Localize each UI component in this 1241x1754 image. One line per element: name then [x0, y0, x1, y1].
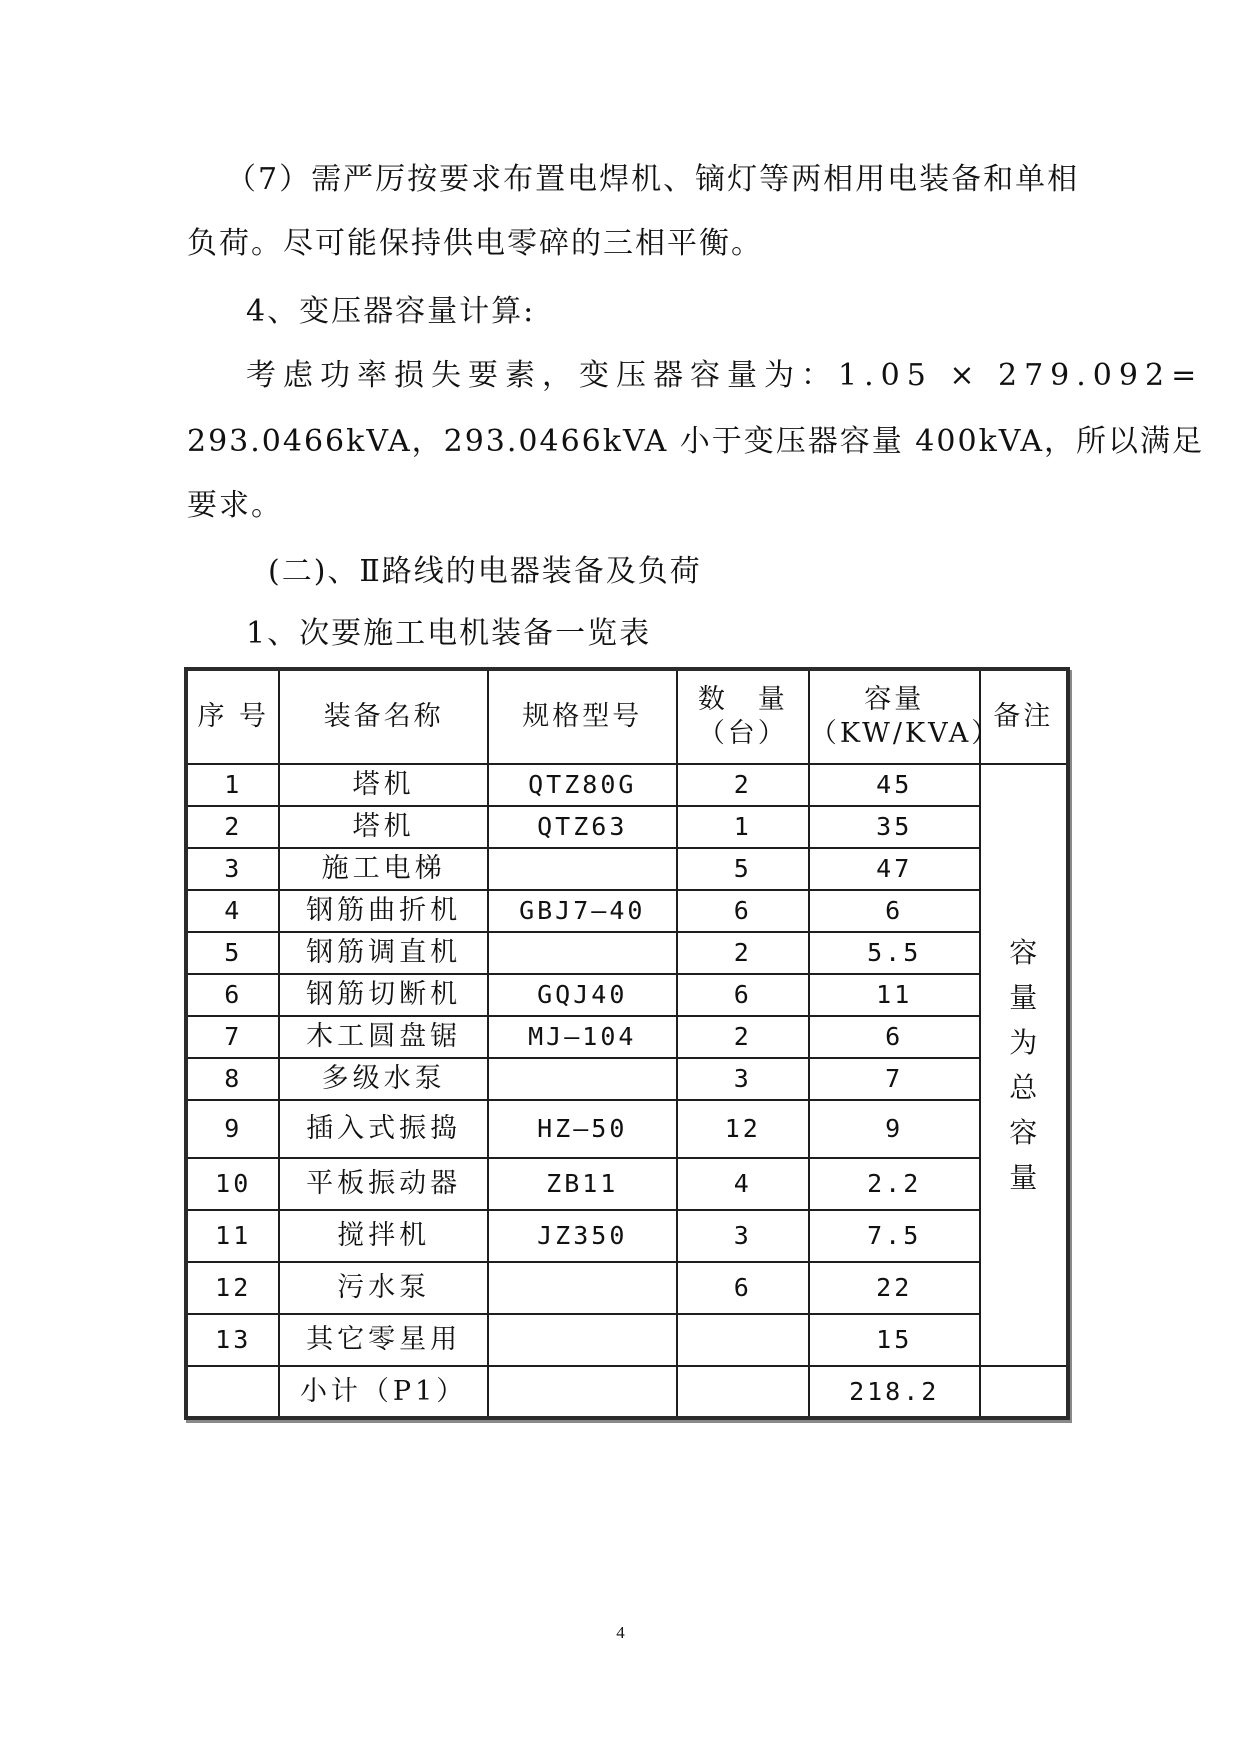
equipment-table: [184, 667, 1070, 1420]
header-seq: 序 号: [186, 669, 279, 764]
table-row: [186, 974, 1068, 1016]
row-name: 插入式振捣: [279, 1100, 487, 1158]
row-capacity: 22: [809, 1262, 980, 1314]
row-capacity: 5.5: [809, 932, 980, 974]
row-qty: 6: [677, 974, 809, 1016]
row-capacity: 47: [809, 848, 980, 890]
row-model: MJ—104: [488, 1016, 677, 1058]
header-remark: 备注: [980, 669, 1068, 764]
row-seq: 3: [186, 848, 279, 890]
header-qty-line-2: （台）: [697, 718, 788, 749]
table-row: [186, 764, 1068, 806]
row-name: 其它零星用: [279, 1314, 487, 1366]
row-model: [488, 848, 677, 890]
table-title: 1、次要施工电机装备一览表: [246, 616, 652, 651]
row-name: 钢筋切断机: [279, 974, 487, 1016]
subtotal-capacity: 218.2: [809, 1366, 980, 1418]
row-qty: 1: [677, 806, 809, 848]
row-model: JZ350: [488, 1210, 677, 1262]
row-qty: 5: [677, 848, 809, 890]
subtotal-model: [488, 1366, 677, 1418]
row-seq: 10: [186, 1158, 279, 1210]
table-row: [186, 1100, 1068, 1158]
calc-line-2: 293.0466kVA，293.0466kVA 小于变压器容量 400kVA，所以满足: [187, 424, 1205, 459]
row-qty: 6: [677, 1262, 809, 1314]
subtotal-row: [186, 1366, 1068, 1418]
row-name: 多级水泵: [279, 1058, 487, 1100]
header-qty-line-1: 数 量: [697, 684, 788, 715]
header-capacity-line-1: 容量: [864, 684, 925, 715]
row-model: QTZ63: [488, 806, 677, 848]
row-model: [488, 1058, 677, 1100]
header-name: 装备名称: [279, 669, 487, 764]
row-seq: 8: [186, 1058, 279, 1100]
header-qty: [677, 669, 809, 764]
subtotal-seq: [186, 1366, 279, 1418]
row-model: GQJ40: [488, 974, 677, 1016]
row-capacity: 2.2: [809, 1158, 980, 1210]
page-number: 4: [616, 1623, 625, 1642]
header-model: 规格型号: [488, 669, 677, 764]
calc-line-3: 要求。: [187, 488, 283, 523]
table-row: [186, 1058, 1068, 1100]
row-qty: 3: [677, 1210, 809, 1262]
table-row: [186, 1016, 1068, 1058]
table-row: [186, 1314, 1068, 1366]
row-name: 污水泵: [279, 1262, 487, 1314]
row-qty: 4: [677, 1158, 809, 1210]
header-capacity-line-2: （KW/KVA）: [809, 718, 1002, 749]
row-capacity: 6: [809, 890, 980, 932]
row-model: [488, 932, 677, 974]
row-capacity: 35: [809, 806, 980, 848]
paragraph-7-line-1: （7）需严厉按要求布置电焊机、镝灯等两相用电装备和单相: [226, 162, 1080, 197]
table-row: [186, 1262, 1068, 1314]
row-model: ZB11: [488, 1158, 677, 1210]
subtotal-qty: [677, 1366, 809, 1418]
row-capacity: 6: [809, 1016, 980, 1058]
row-model: GBJ7—40: [488, 890, 677, 932]
row-capacity: 7: [809, 1058, 980, 1100]
row-name: 木工圆盘锯: [279, 1016, 487, 1058]
table-row: [186, 890, 1068, 932]
row-name: 塔机: [279, 764, 487, 806]
row-qty: 6: [677, 890, 809, 932]
row-qty: 12: [677, 1100, 809, 1158]
header-capacity: [809, 669, 1002, 764]
remark-cell: [980, 764, 1068, 1366]
row-seq: 9: [186, 1100, 279, 1158]
row-capacity: 45: [809, 764, 980, 806]
row-seq: 6: [186, 974, 279, 1016]
remark-text: 容量为总容量: [1009, 936, 1038, 1194]
paragraph-7-line-2: 负荷。尽可能保持供电零碎的三相平衡。: [187, 226, 763, 261]
row-qty: 2: [677, 1016, 809, 1058]
row-qty: [677, 1314, 809, 1366]
row-seq: 13: [186, 1314, 279, 1366]
row-capacity: 11: [809, 974, 980, 1016]
subsection-title: (二)、Ⅱ路线的电器装备及负荷: [268, 554, 702, 589]
row-capacity: 7.5: [809, 1210, 980, 1262]
row-seq: 2: [186, 806, 279, 848]
row-qty: 3: [677, 1058, 809, 1100]
row-name: 搅拌机: [279, 1210, 487, 1262]
row-model: HZ—50: [488, 1100, 677, 1158]
row-seq: 4: [186, 890, 279, 932]
row-seq: 1: [186, 764, 279, 806]
table-row: [186, 1158, 1068, 1210]
row-qty: 2: [677, 932, 809, 974]
row-model: [488, 1262, 677, 1314]
table-row: [186, 1210, 1068, 1262]
subtotal-label: 小计（P1）: [279, 1366, 487, 1418]
row-model: QTZ80G: [488, 764, 677, 806]
table-row: [186, 848, 1068, 890]
row-capacity: 15: [809, 1314, 980, 1366]
row-seq: 7: [186, 1016, 279, 1058]
row-seq: 11: [186, 1210, 279, 1262]
section-4-title: 4、变压器容量计算:: [246, 294, 536, 329]
row-name: 施工电梯: [279, 848, 487, 890]
calc-line-1: 考虑功率损失要素，变压器容量为：1.05 × 279.092=: [246, 358, 1204, 393]
table-row: [186, 806, 1068, 848]
row-capacity: 9: [809, 1100, 980, 1158]
row-model: [488, 1314, 677, 1366]
row-name: 塔机: [279, 806, 487, 848]
row-seq: 5: [186, 932, 279, 974]
row-seq: 12: [186, 1262, 279, 1314]
row-qty: 2: [677, 764, 809, 806]
row-name: 钢筋曲折机: [279, 890, 487, 932]
row-name: 平板振动器: [279, 1158, 487, 1210]
subtotal-remark: [980, 1366, 1068, 1418]
table-row: [186, 932, 1068, 974]
table-header-row: [186, 669, 1068, 764]
row-name: 钢筋调直机: [279, 932, 487, 974]
